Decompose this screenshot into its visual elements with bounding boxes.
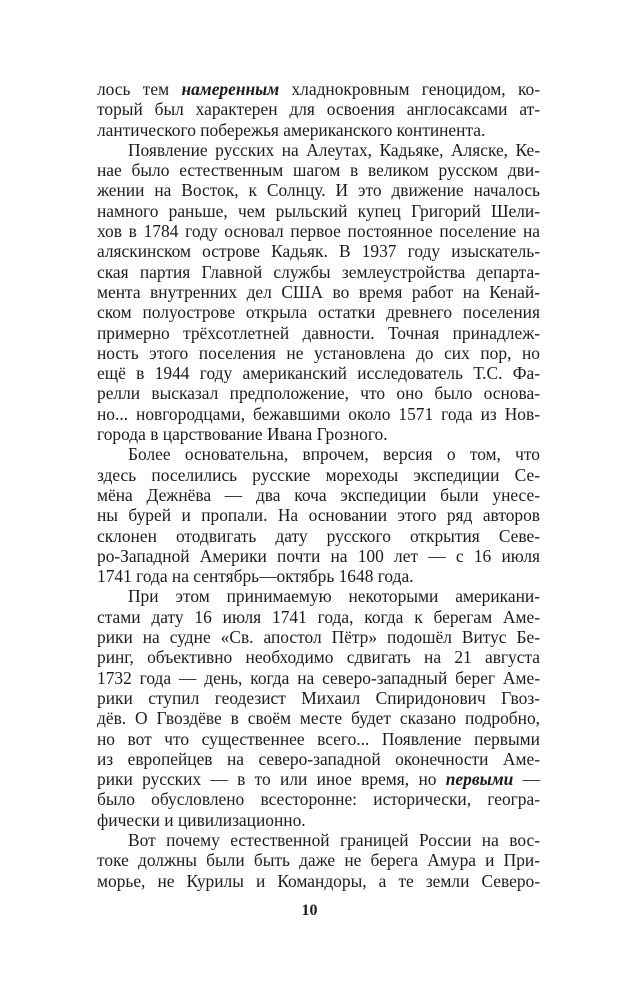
text-line xyxy=(97,789,540,809)
emphasized-text: намеренным xyxy=(181,79,280,99)
text-segment: намного раньше, чем рыльский купец Григорий Шели- xyxy=(97,200,540,221)
text-segment: релли высказал предположение, что оно было основа- xyxy=(97,383,540,404)
text-segment: Появление русских на Алеутах, Кадьяке, Аляске, Ке- xyxy=(128,139,540,160)
text-line xyxy=(97,607,540,627)
text-segment: было обусловлено всесторонне: исторически, геогра- xyxy=(97,789,540,810)
text-line xyxy=(97,302,540,322)
text-segment: рики на судне «Св. апостол Пётр» подошёл Витус Бе- xyxy=(97,627,540,648)
text-line xyxy=(97,343,540,363)
text-line xyxy=(97,850,540,870)
page-number: 10 xyxy=(301,902,318,919)
text-segment: здесь поселились русские мореходы экспедиции Се- xyxy=(97,464,540,485)
text-segment: ском полуострове открыла остатки древнего поселения xyxy=(97,302,540,323)
text-line xyxy=(97,323,540,343)
text-line xyxy=(97,586,540,606)
text-line xyxy=(97,99,540,119)
page-body xyxy=(97,79,540,891)
text-segment: нае было естественным шагом в великом русском дви- xyxy=(97,160,540,181)
text-segment: но вот что существеннее всего... Появление первыми xyxy=(97,728,540,749)
text-line xyxy=(97,729,540,749)
text-segment: — xyxy=(513,769,540,790)
text-segment: 1741 года на сентябрь—октябрь 1648 года. xyxy=(97,566,414,587)
text-line xyxy=(97,180,540,200)
text-segment: Вот почему естественной границей России на вос- xyxy=(128,829,540,850)
text-line xyxy=(97,505,540,525)
text-segment: морье, не Курилы и Командоры, а те земли Северо- xyxy=(97,870,540,891)
text-segment: хладнокровным геноцидом, ко- xyxy=(279,79,540,99)
text-segment: лось тем xyxy=(97,79,182,99)
text-line xyxy=(97,241,540,261)
text-line xyxy=(97,627,540,647)
paragraph xyxy=(97,586,540,830)
text-segment: торый был характерен для освоения англосаксами ат- xyxy=(97,99,540,120)
text-line xyxy=(97,810,540,830)
text-line xyxy=(97,424,540,444)
text-segment: При этом принимаемую некоторыми американи- xyxy=(128,586,540,607)
text-line xyxy=(97,465,540,485)
paragraph xyxy=(97,140,540,444)
text-segment: мента внутренних дел США во время работ на Кенай- xyxy=(97,281,540,302)
text-segment: ринг, объективно необходимо сдвигать на 21 августа xyxy=(97,647,540,668)
text-segment: из европейцев на северо-западной оконечности Аме- xyxy=(97,748,540,769)
text-line xyxy=(97,485,540,505)
text-line xyxy=(97,282,540,302)
text-line xyxy=(97,201,540,221)
text-line xyxy=(97,749,540,769)
text-segment: 1732 года — день, когда на северо-западный берег Аме- xyxy=(97,667,540,688)
text-segment: но... новгородцами, бежавшими около 1571 года из Нов- xyxy=(97,403,540,424)
text-segment: жении на Восток, к Солнцу. И это движение началось xyxy=(97,180,540,201)
text-segment: ещё в 1944 году американский исследователь Т.С. Фа- xyxy=(97,363,540,384)
text-segment: мёна Дежнёва — два коча экспедиции были унесе- xyxy=(97,484,540,505)
text-line xyxy=(97,221,540,241)
text-segment: Более основательна, впрочем, версия о том, что xyxy=(128,444,540,465)
text-line xyxy=(97,769,540,789)
text-line xyxy=(97,871,540,891)
text-line xyxy=(97,140,540,160)
text-segment: лантического побережья американского континента. xyxy=(97,119,486,140)
text-segment: примерно трёхсотлетней давности. Точная принадлеж- xyxy=(97,322,540,343)
text-line xyxy=(97,363,540,383)
text-segment: фически и цивилизационно. xyxy=(97,809,306,830)
paragraph xyxy=(97,830,540,891)
text-line xyxy=(97,708,540,728)
text-segment: города в царствование Ивана Грозного. xyxy=(97,424,388,445)
text-segment: рики русских — в то или иное время, но xyxy=(97,769,446,790)
emphasized-text: первыми xyxy=(445,769,514,790)
text-segment: ность этого поселения не установлена до сих пор, но xyxy=(97,342,540,363)
text-line xyxy=(97,566,540,586)
text-segment: аляскинском острове Кадьяк. В 1937 году изыскатель- xyxy=(97,241,540,262)
paragraph xyxy=(97,444,540,586)
text-segment: ро-Западной Америки почти на 100 лет — с 16 июля xyxy=(97,545,540,566)
text-line xyxy=(97,120,540,140)
paragraph xyxy=(97,79,540,140)
text-segment: хов в 1784 году основал первое постоянное поселение на xyxy=(97,221,540,242)
text-segment: токе должны были быть даже не берега Амура и При- xyxy=(97,850,540,871)
text-segment: ская партия Главной службы землеустройства департа- xyxy=(97,261,540,282)
text-line xyxy=(97,444,540,464)
text-line xyxy=(97,404,540,424)
text-segment: дёв. О Гвоздёве в своём месте будет сказано подробно, xyxy=(97,708,540,729)
text-line xyxy=(97,526,540,546)
text-line xyxy=(97,383,540,403)
text-segment: склонен отодвигать дату русского открытия Севе- xyxy=(97,525,540,546)
text-line xyxy=(97,79,540,99)
text-line xyxy=(97,546,540,566)
text-line xyxy=(97,262,540,282)
text-segment: рики ступил геодезист Михаил Спиридонович Гвоз- xyxy=(97,687,540,708)
text-line xyxy=(97,647,540,667)
text-line xyxy=(97,160,540,180)
text-line xyxy=(97,668,540,688)
text-segment: ны бурей и пропали. На основании этого ряд авторов xyxy=(97,505,540,526)
text-segment: стами дату 16 июля 1741 года, когда к берегам Аме- xyxy=(97,606,540,627)
text-line xyxy=(97,688,540,708)
text-line xyxy=(97,830,540,850)
